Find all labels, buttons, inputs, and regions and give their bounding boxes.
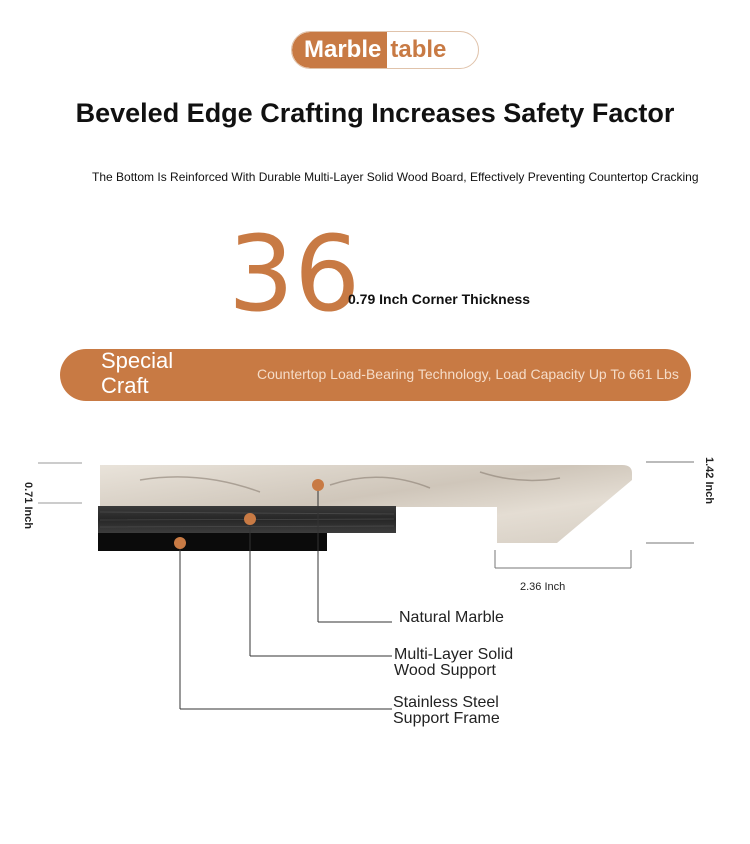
brand-logo [291,31,479,69]
cross-section-diagram [0,440,750,740]
left-dimension-label: 0.71 Inch [22,482,34,530]
banner-title: Special Craft [101,348,174,398]
page-title: Beveled Edge Crafting Increases Safety Factor [75,98,675,128]
bottom-dimension-label: 2.36 Inch [520,581,566,593]
highlight-number: 36 [228,213,361,335]
highlight-label: 0.79 Inch Corner Thickness [348,291,531,307]
logo-part-marble: Marble [292,32,387,68]
callout-wood-support: Multi-Layer Solid Wood Support [394,646,514,679]
steel-layer [98,533,327,551]
callout-natural-marble: Natural Marble [399,609,504,626]
wood-marker [244,513,256,525]
page-subtitle: The Bottom Is Reinforced With Durable Multi-Layer Solid Wood Board, Effectively Preventing Countertop Cracking [92,170,699,184]
right-dimension-label: 1.42 Inch [703,457,715,505]
callout-steel-frame: Stainless Steel Support Frame [393,694,500,727]
logo-part-table: table [390,36,447,63]
steel-marker [174,537,186,549]
marble-marker [312,479,324,491]
banner-text: Countertop Load-Bearing Technology, Load Capacity Up To 661 Lbs [257,366,679,382]
